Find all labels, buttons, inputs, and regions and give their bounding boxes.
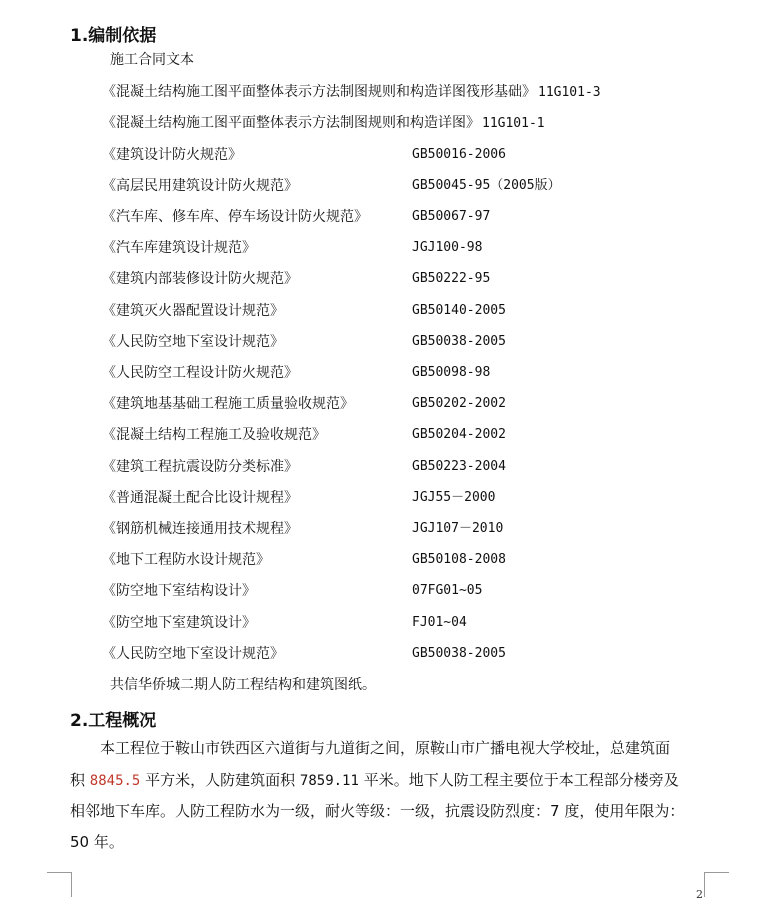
reference-title: 《地下工程防水设计规范》 bbox=[102, 552, 270, 568]
reference-title: 《防空地下室结构设计》 bbox=[102, 583, 256, 599]
reference-title: 《人民防空地下室设计规范》 bbox=[102, 646, 284, 662]
reference-title: 《建筑内部装修设计防火规范》 bbox=[102, 271, 298, 287]
reference-title: 《钢筋机械连接通用技术规程》 bbox=[102, 521, 298, 537]
reference-title: 《高层民用建筑设计防火规范》 bbox=[102, 178, 298, 194]
reference-code: GB50204-2002 bbox=[412, 427, 506, 442]
reference-title: 《普通混凝土配合比设计规程》 bbox=[102, 490, 298, 506]
total-area-value: 8845.5 bbox=[89, 773, 141, 789]
overview-line-4: 50 年。 bbox=[70, 833, 124, 851]
section-heading-overview: 2.工程概况 bbox=[70, 711, 157, 731]
reference-row bbox=[102, 113, 545, 134]
reference-code: 11G101-1 bbox=[482, 116, 545, 131]
reference-code: GB50038-2005 bbox=[412, 646, 506, 661]
reference-title: 《建筑地基基础工程施工质量验收规范》 bbox=[102, 396, 354, 412]
reference-code: GB50108-2008 bbox=[412, 552, 506, 567]
reference-code: GB50222-95 bbox=[412, 271, 491, 286]
overview-text: 平米。地下人防工程主要位于本工程部分楼旁及 bbox=[358, 771, 679, 789]
reference-code: 11G101-3 bbox=[538, 85, 601, 100]
reference-code: GB50067-97 bbox=[412, 209, 491, 224]
page-corner-mark-left bbox=[47, 872, 72, 897]
reference-code: GB50202-2002 bbox=[412, 396, 506, 411]
reference-title: 《建筑灭火器配置设计规范》 bbox=[102, 303, 284, 319]
reference-code: GB50038-2005 bbox=[412, 334, 506, 349]
overview-text: 积 bbox=[70, 771, 90, 789]
page-corner-mark-right bbox=[704, 872, 729, 897]
reference-code: GB50140-2005 bbox=[412, 303, 506, 318]
civil-defense-area-value: 7859.11 bbox=[299, 773, 359, 789]
reference-code: FJ01~04 bbox=[412, 615, 467, 630]
reference-title: 《混凝土结构工程施工及验收规范》 bbox=[102, 427, 326, 443]
overview-line-1: 本工程位于鞍山市铁西区六道街与九道街之间，原鞍山市广播电视大学校址，总建筑面 bbox=[100, 739, 671, 757]
reference-title: 《建筑设计防火规范》 bbox=[102, 147, 242, 163]
reference-code: 07FG01~05 bbox=[412, 583, 483, 598]
reference-code: JGJ55－2000 bbox=[412, 490, 496, 505]
reference-code: JGJ100-98 bbox=[412, 240, 483, 255]
reference-title: 《汽车库建筑设计规范》 bbox=[102, 240, 256, 256]
page-number: 2 bbox=[696, 888, 703, 901]
reference-row bbox=[102, 82, 601, 103]
section-heading-basis: 1.编制依据 bbox=[70, 26, 157, 46]
reference-code: GB50223-2004 bbox=[412, 459, 506, 474]
reference-title: 《汽车库、修车库、停车场设计防火规范》 bbox=[102, 209, 368, 225]
reference-code: GB50016-2006 bbox=[412, 147, 506, 162]
reference-title: 《防空地下室建筑设计》 bbox=[102, 615, 256, 631]
intro-line: 施工合同文本 bbox=[110, 52, 194, 68]
reference-title: 《混凝土结构施工图平面整体表示方法制图规则和构造详图》 bbox=[102, 115, 480, 131]
overview-text: 平方米，人防建筑面积 bbox=[140, 771, 300, 789]
reference-code: GB50098-98 bbox=[412, 365, 491, 380]
overview-line-3: 相邻地下车库。人防工程防水为一级，耐火等级：一级，抗震设防烈度：7 度，使用年限为： bbox=[70, 802, 685, 820]
reference-code: JGJ107－2010 bbox=[412, 521, 504, 536]
overview-line-2 bbox=[70, 770, 679, 791]
reference-title: 《人民防空工程设计防火规范》 bbox=[102, 365, 298, 381]
reference-title: 《混凝土结构施工图平面整体表示方法制图规则和构造详图筏形基础》 bbox=[102, 84, 536, 100]
reference-title: 《人民防空地下室设计规范》 bbox=[102, 334, 284, 350]
closing-line: 共信华侨城二期人防工程结构和建筑图纸。 bbox=[110, 677, 376, 693]
reference-code: GB50045-95（2005版） bbox=[412, 178, 561, 193]
reference-title: 《建筑工程抗震设防分类标准》 bbox=[102, 459, 298, 475]
